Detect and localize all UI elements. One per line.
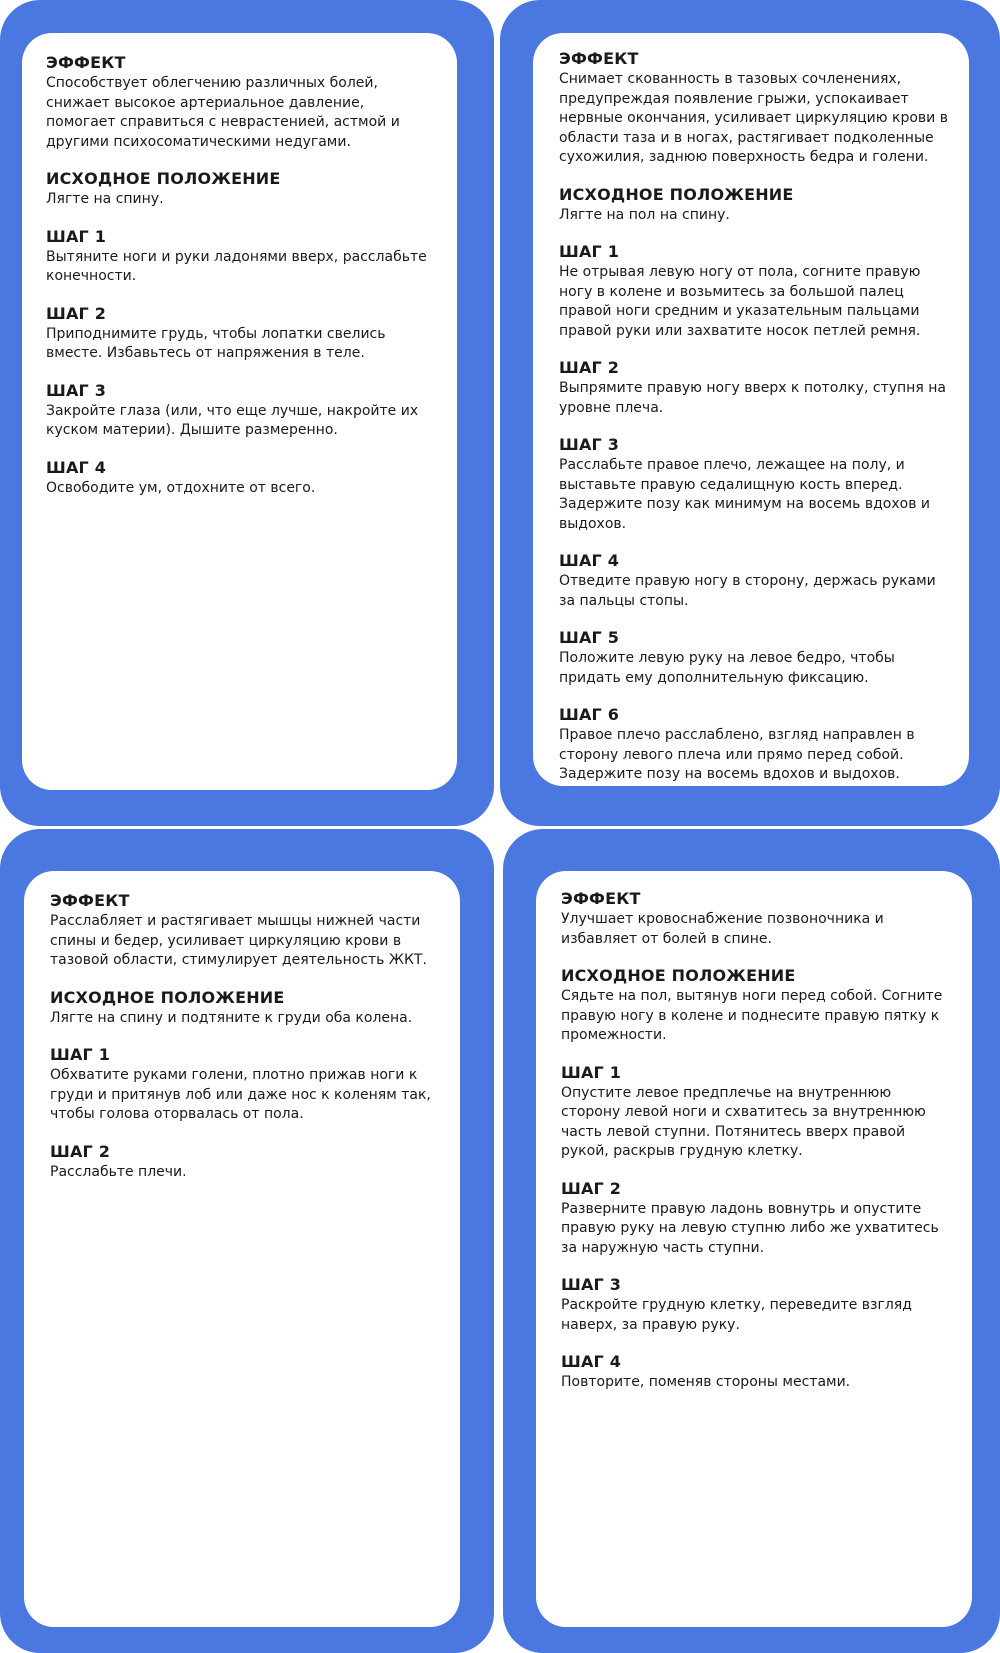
section-heading: ЭФФЕКТ — [561, 889, 641, 908]
step-1-section — [50, 1045, 440, 1125]
card-content — [536, 871, 972, 1627]
section-text: Снимает скованность в тазовых сочленениях, предупреждая появление грыжи, успокаивает нервные окончания, усиливает циркуляцию крови в области таза и в ногах, растягивает подколенные сухожилия, заднюю поверхность бедра и голени. — [559, 71, 948, 165]
instruction-card-2 — [500, 0, 1000, 826]
section-heading: ШАГ 2 — [46, 303, 107, 323]
section-heading: ИСХОДНОЕ ПОЛОЖЕНИЕ — [561, 966, 796, 985]
section-text: Обхватите руками голени, плотно прижав ноги к груди и притянув лоб или даже нос к коленям так, чтобы голова оторвалась от пола. — [50, 1067, 431, 1122]
section-text: Закройте глаза (или, что еще лучше, накройте их куском материи). Дышите размеренно. — [46, 402, 419, 438]
section-text: Раскройте грудную клетку, переведите взгляд наверх, за правую руку. — [561, 1297, 912, 1333]
section-text: Сядьте на пол, вытянув ноги перед собой. Согните правую ногу в колене и поднесите правую пятку к промежности. — [561, 988, 943, 1043]
section-heading: ШАГ 2 — [50, 1141, 111, 1161]
section-text: Выпрямите правую ногу вверх к потолку, ступня на уровне плеча. — [559, 380, 946, 416]
card-content — [24, 871, 460, 1627]
section-text: Повторите, поменяв стороны местами. — [561, 1374, 851, 1390]
section-text: Улучшает кровоснабжение позвоночника и избавляет от болей в спине. — [561, 911, 884, 947]
effect-section — [559, 49, 951, 168]
step-2-section — [50, 1142, 440, 1183]
step-2-section — [46, 304, 437, 364]
section-heading: ИСХОДНОЕ ПОЛОЖЕНИЕ — [50, 987, 285, 1007]
starting-position-section — [561, 966, 954, 1046]
step-3-section — [559, 435, 951, 534]
section-heading: ШАГ 5 — [559, 628, 620, 647]
step-3-section — [561, 1275, 954, 1335]
effect-section — [46, 53, 437, 152]
section-heading: ШАГ 3 — [559, 435, 620, 454]
section-text: Положите левую руку на левое бедро, чтобы придать ему дополнительную фиксацию. — [559, 650, 895, 686]
section-text: Освободите ум, отдохните от всего. — [46, 479, 316, 496]
instruction-card-4 — [503, 829, 1000, 1653]
section-text: Расслабляет и растягивает мышцы нижней части спины и бедер, усиливает циркуляцию крови в тазовой области, стимулирует деятельность ЖКТ. — [50, 913, 427, 968]
section-heading: ШАГ 4 — [46, 457, 107, 477]
section-heading: ШАГ 1 — [50, 1045, 111, 1064]
starting-position-section — [559, 185, 951, 226]
section-heading: ИСХОДНОЕ ПОЛОЖЕНИЕ — [46, 169, 281, 188]
step-5-section — [559, 628, 951, 688]
instruction-card-1 — [0, 0, 494, 826]
section-heading: ШАГ 1 — [561, 1062, 622, 1082]
section-heading: ШАГ 1 — [559, 242, 620, 261]
card-content — [533, 33, 969, 786]
section-heading: ЭФФЕКТ — [46, 53, 126, 72]
section-text: Расслабьте плечи. — [50, 1163, 187, 1180]
section-text: Правое плечо расслаблено, взгляд направлен в сторону левого плеча или прямо перед собой. Задержите позу на восемь вдохов и выдохов. — [559, 727, 915, 782]
starting-position-section — [50, 988, 440, 1029]
section-heading: ЭФФЕКТ — [559, 49, 639, 68]
section-heading: ШАГ 3 — [561, 1275, 622, 1294]
step-2-section — [561, 1179, 954, 1259]
section-text: Лягте на спину и подтяните к груди оба колена. — [50, 1009, 413, 1026]
effect-section — [561, 889, 954, 949]
step-4-section — [559, 551, 951, 611]
step-1-section — [46, 227, 437, 287]
section-heading: ШАГ 1 — [46, 226, 107, 246]
section-heading: ШАГ 4 — [559, 551, 620, 570]
section-heading: ЭФФЕКТ — [50, 891, 130, 910]
section-text: Отведите правую ногу в сторону, держась руками за пальцы стопы. — [559, 573, 936, 609]
step-2-section — [559, 358, 951, 418]
step-1-section — [561, 1063, 954, 1162]
section-heading: ИСХОДНОЕ ПОЛОЖЕНИЕ — [559, 184, 794, 204]
step-6-section — [559, 705, 951, 785]
step-4-section — [46, 458, 437, 499]
section-text: Способствует облегчению различных болей, снижает высокое артериальное давление, помогает справиться с неврастенией, астмой и другими психосоматическими недугами. — [46, 75, 400, 150]
card-content — [22, 33, 457, 790]
step-4-section — [561, 1352, 954, 1393]
section-text: Разверните правую ладонь вовнутрь и опустите правую руку на левую ступню либо же ухватитесь за наружную часть ступни. — [561, 1200, 939, 1256]
section-heading: ШАГ 2 — [559, 358, 620, 377]
section-text: Опустите левое предплечье на внутреннюю сторону левой ноги и схватитесь за внутреннюю часть левой ступни. Потянитесь вверх правой рукой, раскрыв грудную клетку. — [561, 1084, 926, 1159]
effect-section — [50, 891, 440, 971]
section-text: Лягте на спину. — [46, 191, 164, 207]
section-heading: ШАГ 3 — [46, 380, 107, 400]
section-text: Расслабьте правое плечо, лежащее на полу, и выставьте правую седалищную кость вперед. Задержите позу как минимум на восемь вдохов и выдохов. — [559, 457, 930, 532]
section-heading: ШАГ 4 — [561, 1352, 622, 1371]
starting-position-section — [46, 169, 437, 210]
instruction-card-3 — [0, 829, 494, 1653]
section-text: Вытяните ноги и руки ладонями вверх, расслабьте конечности. — [46, 248, 427, 284]
section-text: Приподнимите грудь, чтобы лопатки свелись вместе. Избавьтесь от напряжения в теле. — [46, 325, 386, 361]
step-1-section — [559, 242, 951, 341]
step-3-section — [46, 381, 437, 441]
section-text: Лягте на пол на спину. — [559, 206, 730, 223]
section-heading: ШАГ 6 — [559, 705, 620, 724]
section-text: Не отрывая левую ногу от пола, согните правую ногу в колене и возьмитесь за большой палец правой ноги средним и указательным пальцами правой руки или захватите носок петлей ремня. — [559, 264, 921, 339]
section-heading: ШАГ 2 — [561, 1178, 622, 1198]
